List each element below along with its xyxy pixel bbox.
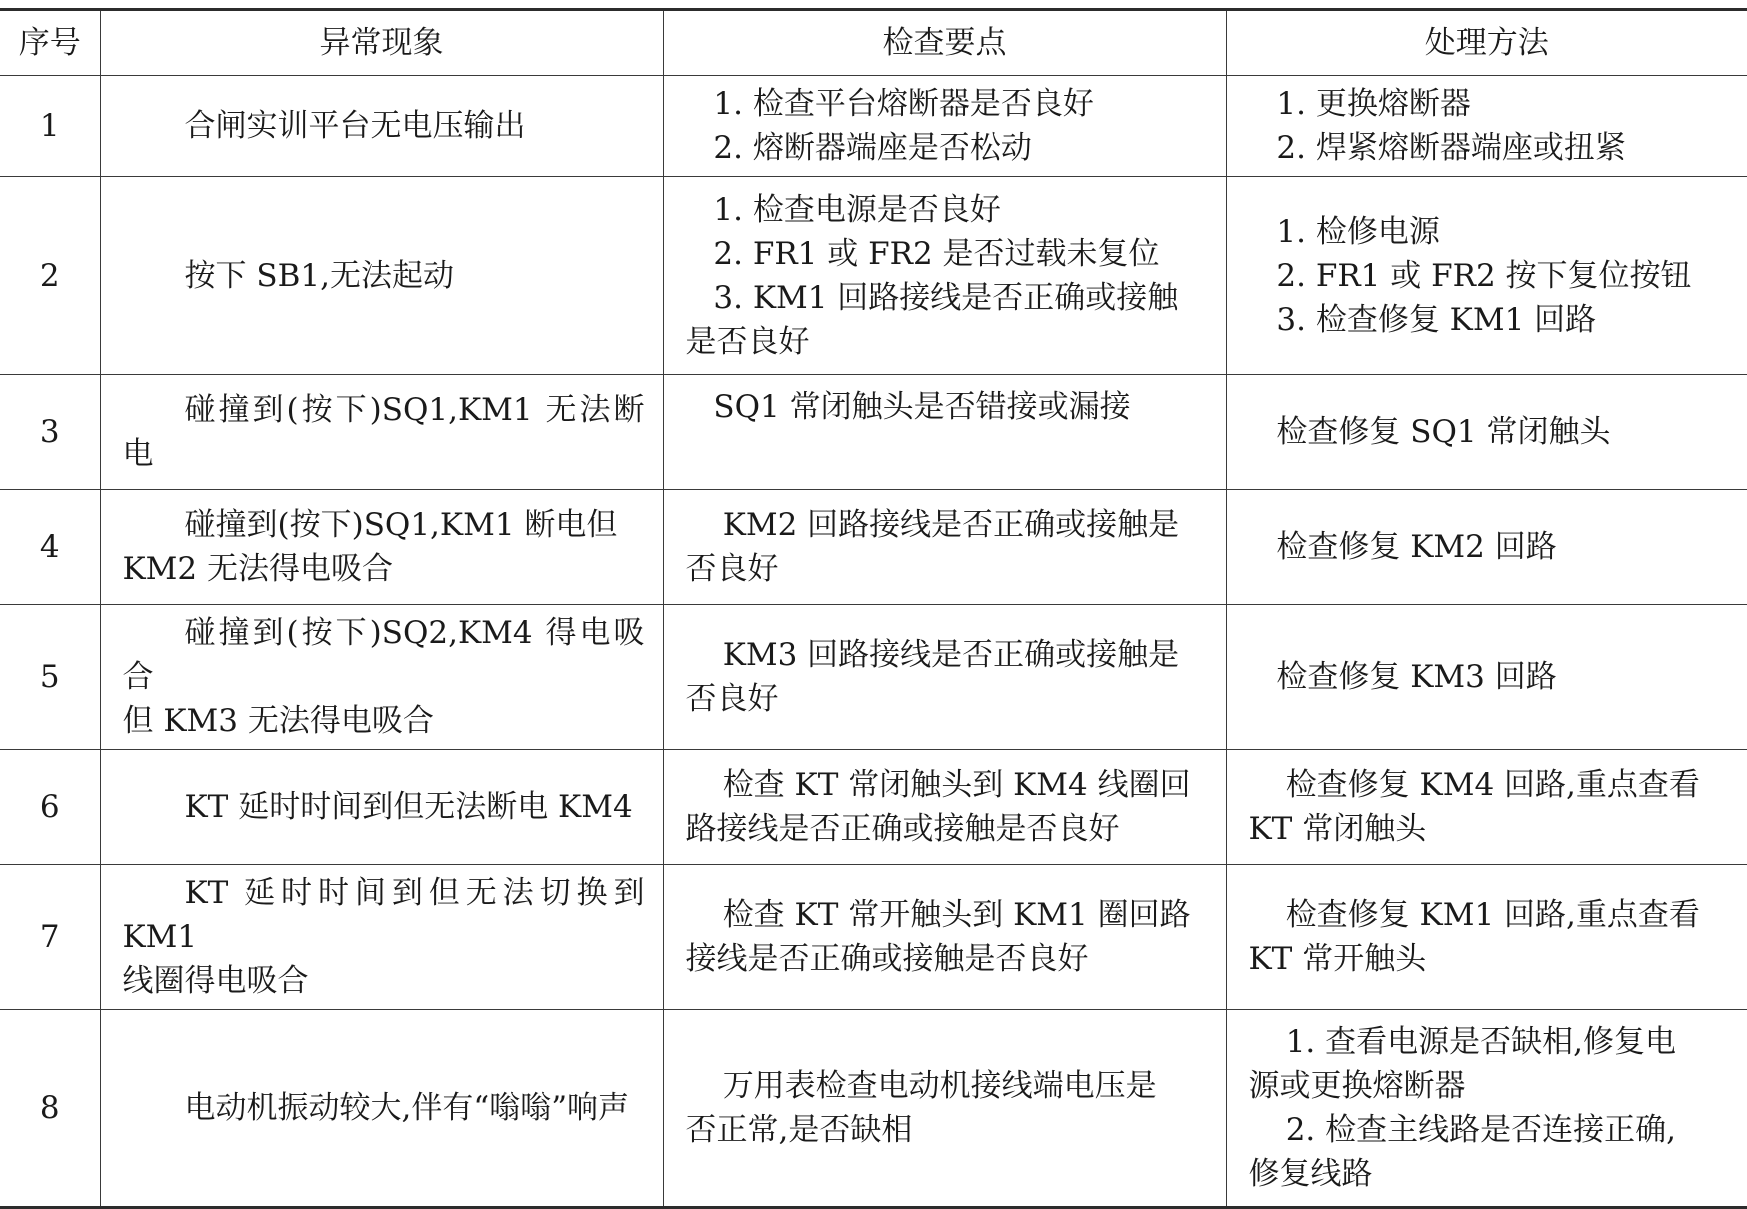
method-cell <box>1226 375 1747 490</box>
table-row <box>0 177 1747 375</box>
check-item-continued: 接线是否正确或接触是否良好 <box>685 941 1089 977</box>
symptom-cell <box>100 865 663 1010</box>
check-item-continued: 否良好 <box>685 681 779 717</box>
method-item: 检查修复 SQ1 常闭触头 <box>1276 414 1611 450</box>
method-cell <box>1226 76 1747 177</box>
header-no: 序号 <box>0 10 100 76</box>
symptom-cell <box>100 1010 663 1208</box>
symptom-cell <box>100 605 663 750</box>
check-item-continued: 路接线是否正确或接触是否良好 <box>685 811 1120 847</box>
method-item: 3. 检查修复 KM1 回路 <box>1276 301 1597 338</box>
check-item: 检查 KT 常开触头到 KM1 圈回路 <box>722 897 1191 933</box>
row-number: 8 <box>0 1010 100 1208</box>
row-number: 3 <box>0 375 100 490</box>
method-item: 1. 查看电源是否缺相,修复电 <box>1285 1024 1676 1060</box>
method-item: 1. 更换熔断器 <box>1276 86 1471 122</box>
check-item: 2. 熔断器端座是否松动 <box>713 130 1032 166</box>
check-item-continued: 否良好 <box>685 551 779 587</box>
symptom-cell <box>100 177 663 375</box>
symptom-text: 碰撞到(按下)SQ2,KM4 得电吸合 <box>122 615 645 695</box>
check-item: 3. KM1 回路接线是否正确或接触 <box>713 279 1179 316</box>
check-cell <box>663 605 1226 750</box>
method-item-continued: KT 常开触头 <box>1248 941 1427 977</box>
symptom-cell <box>100 490 663 605</box>
symptom-cell <box>100 76 663 177</box>
check-item: KM2 回路接线是否正确或接触是 <box>722 507 1180 543</box>
row-number: 7 <box>0 865 100 1010</box>
row-number: 4 <box>0 490 100 605</box>
symptom-text: 碰撞到(按下)SQ1,KM1 无法断电 <box>122 392 645 472</box>
check-cell <box>663 865 1226 1010</box>
table-row <box>0 490 1747 605</box>
table-header-row <box>0 10 1747 76</box>
method-item-continued: 源或更换熔断器 <box>1248 1068 1466 1104</box>
method-cell <box>1226 490 1747 605</box>
check-item: 检查 KT 常闭触头到 KM4 线圈回 <box>722 767 1191 803</box>
method-item-continued: KT 常闭触头 <box>1248 811 1427 847</box>
method-item: 检查修复 KM2 回路 <box>1276 529 1557 565</box>
method-cell <box>1226 750 1747 865</box>
check-cell <box>663 375 1226 490</box>
method-item: 2. FR1 或 FR2 按下复位按钮 <box>1276 257 1692 294</box>
symptom-text: KT 延时时间到但无法断电 KM4 <box>184 789 633 825</box>
table-row <box>0 375 1747 490</box>
check-item: 1. 检查电源是否良好 <box>713 191 1001 228</box>
method-cell <box>1226 605 1747 750</box>
method-item: 检查修复 KM3 回路 <box>1276 659 1557 695</box>
header-method: 处理方法 <box>1226 10 1747 76</box>
fault-table <box>0 8 1747 1209</box>
symptom-text-continued: 线圈得电吸合 <box>122 963 309 999</box>
check-cell <box>663 76 1226 177</box>
header-symptom: 异常现象 <box>100 10 663 76</box>
check-cell <box>663 490 1226 605</box>
method-item: 2. 检查主线路是否连接正确, <box>1285 1112 1676 1148</box>
check-item: SQ1 常闭触头是否错接或漏接 <box>713 389 1131 425</box>
check-item: KM3 回路接线是否正确或接触是 <box>722 637 1180 673</box>
method-item-continued: 修复线路 <box>1248 1156 1373 1192</box>
method-item: 2. 焊紧熔断器端座或扭紧 <box>1276 130 1626 166</box>
symptom-text-continued: KM2 无法得电吸合 <box>122 551 393 587</box>
header-check-points: 检查要点 <box>663 10 1226 76</box>
method-item: 检查修复 KM4 回路,重点查看 <box>1285 767 1700 803</box>
check-item: 1. 检查平台熔断器是否良好 <box>713 86 1094 122</box>
table-row <box>0 865 1747 1010</box>
row-number: 6 <box>0 750 100 865</box>
method-cell <box>1226 177 1747 375</box>
method-cell <box>1226 865 1747 1010</box>
row-number: 1 <box>0 76 100 177</box>
method-item: 1. 检修电源 <box>1276 213 1440 250</box>
method-item: 检查修复 KM1 回路,重点查看 <box>1285 897 1700 933</box>
method-cell <box>1226 1010 1747 1208</box>
check-cell <box>663 1010 1226 1208</box>
symptom-text: 电动机振动较大,伴有“嗡嗡”响声 <box>184 1090 630 1126</box>
table-row <box>0 1010 1747 1208</box>
row-number: 5 <box>0 605 100 750</box>
check-item-continued: 是否良好 <box>685 323 810 360</box>
table-row <box>0 750 1747 865</box>
check-cell <box>663 750 1226 865</box>
symptom-text: 合闸实训平台无电压输出 <box>184 108 526 144</box>
symptom-cell <box>100 750 663 865</box>
symptom-cell <box>100 375 663 490</box>
symptom-text: 碰撞到(按下)SQ1,KM1 断电但 <box>184 507 618 543</box>
check-item-continued: 否正常,是否缺相 <box>685 1112 913 1148</box>
symptom-text: 按下 SB1,无法起动 <box>184 257 454 294</box>
symptom-text: KT 延时时间到但无法切换到 KM1 <box>122 875 655 955</box>
row-number: 2 <box>0 177 100 375</box>
table-row <box>0 605 1747 750</box>
check-cell <box>663 177 1226 375</box>
table-row <box>0 76 1747 177</box>
check-item: 万用表检查电动机接线端电压是 <box>722 1068 1157 1104</box>
symptom-text-continued: 但 KM3 无法得电吸合 <box>122 703 434 739</box>
check-item: 2. FR1 或 FR2 是否过载未复位 <box>713 235 1160 272</box>
